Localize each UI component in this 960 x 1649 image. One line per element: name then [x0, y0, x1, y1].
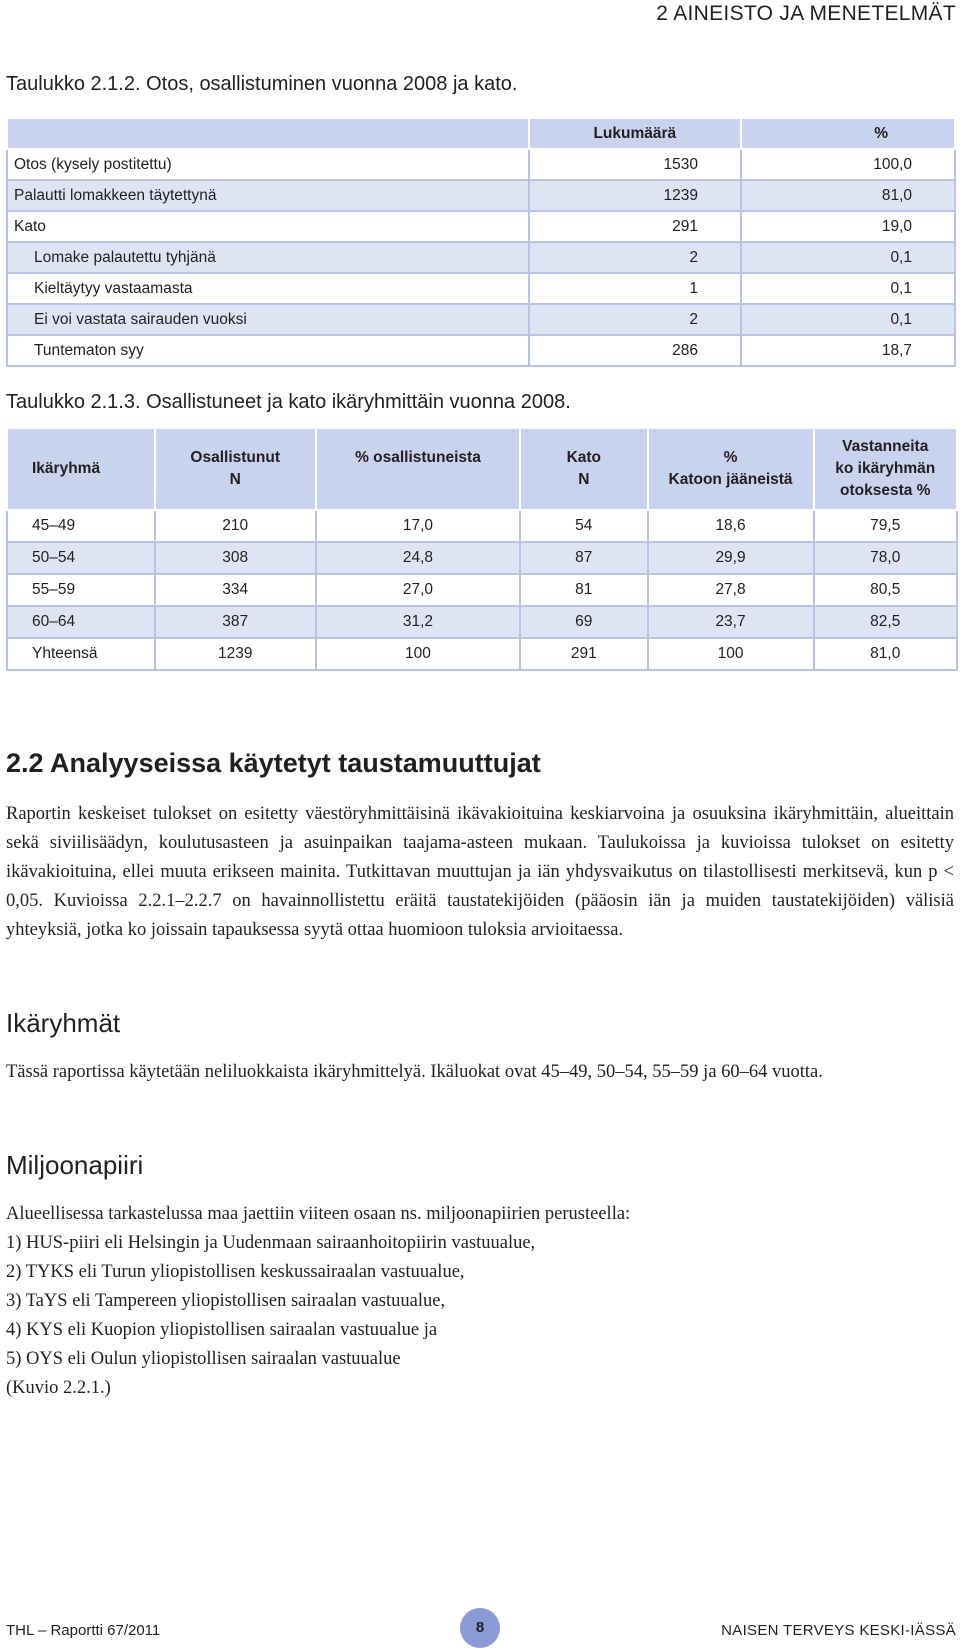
col-header-response: [814, 428, 958, 510]
chapter-header: 2 AINEISTO JA MENETELMÄT: [656, 2, 956, 25]
footer-publication: THL – Raportti 67/2011: [6, 1622, 161, 1639]
table-row: [7, 574, 957, 606]
col-header-participated: [155, 428, 316, 510]
cell-n: 334: [155, 574, 316, 606]
table-row: [7, 149, 955, 180]
row-pct: 18,7: [741, 335, 955, 366]
col-header-response-l3: otoksesta %: [840, 482, 931, 499]
list-item: 4) KYS eli Kuopion yliopistollisen sairaalan vastuualue ja: [6, 1320, 438, 1340]
list-item: 5) OYS eli Oulun yliopistollisen sairaalan vastuualue: [6, 1349, 401, 1369]
miljoonapiiri-intro: Alueellisessa tarkastelussa maa jaettiin viiteen osaan ns. miljoonapiirien perusteella:: [6, 1204, 631, 1224]
row-count: 286: [529, 335, 741, 366]
table-row: [7, 510, 957, 542]
table-row: [7, 242, 955, 273]
row-label: Kato: [7, 211, 529, 242]
cell-kato: 87: [520, 542, 648, 574]
cell-resp: 81,0: [814, 638, 958, 670]
table-row: [7, 542, 957, 574]
cell-kato: 54: [520, 510, 648, 542]
cell-age: 55–59: [7, 574, 155, 606]
col-header-dropout-pct-l1: %: [723, 449, 738, 466]
table-row: [7, 273, 955, 304]
cell-pct: 100: [316, 638, 520, 670]
row-count: 2: [529, 304, 741, 335]
col-header-dropout-l1: Kato: [566, 449, 602, 466]
age-group-table: [6, 427, 958, 671]
table-row: [7, 606, 957, 638]
list-item: 3) TaYS eli Tampereen yliopistollisen sairaalan vastuualue,: [6, 1291, 446, 1311]
row-pct: 100,0: [741, 149, 955, 180]
row-pct: 0,1: [741, 304, 955, 335]
cell-age: 50–54: [7, 542, 155, 574]
col-header-response-l1: Vastanneita: [842, 438, 929, 455]
row-count: 1239: [529, 180, 741, 211]
col-header-dropout: [520, 428, 648, 510]
col-header-participated-l1: Osallistunut: [190, 449, 280, 466]
table-row: [7, 304, 955, 335]
list-item: 1) HUS-piiri eli Helsingin ja Uudenmaan sairaanhoitopiirin vastuualue,: [6, 1233, 536, 1253]
cell-age: Yhteensä: [7, 638, 155, 670]
row-label: Kieltäytyy vastaamasta: [7, 273, 529, 304]
cell-n: 1239: [155, 638, 316, 670]
cell-katopct: 100: [648, 638, 814, 670]
table-row: [7, 211, 955, 242]
ikaryhmat-paragraph: Tässä raportissa käytetään neliluokkaista ikäryhmittelyä. Ikäluokat ovat 45–49, 50–54, 55–59 ja 60–64 vuotta.: [6, 1062, 823, 1082]
table1-header-label: [7, 118, 529, 149]
row-pct: 0,1: [741, 273, 955, 304]
cell-n: 387: [155, 606, 316, 638]
row-label: Lomake palautettu tyhjänä: [7, 242, 529, 273]
row-count: 1: [529, 273, 741, 304]
section-paragraph: Raportin keskeiset tulokset on esitetty väestöryhmittäisinä ikävakioituina keskiarvoina ja osuuksina ikäryhmittäin, alueittain sekä siviilisäädyn, koulutusasteen ja asuinpaikan taajama-asteen mukaan. Taulukoissa ja kuvioissa tulokset on esitetty ikävakioituina, ellei muuta erikseen mainita. Tutkittavan muuttujan ja iän yhdysvaikutus on tilastollisesti merkitsevä, kun p < 0,05. Kuvioissa 2.2.1–2.2.7 on havainnollistettu eräitä taustatekijöiden (pääosin iän ja muiden taustatekijöiden) välisiä yhteyksiä, jotka ko joissain tapauksessa syytä ottaa huomioon tuloksia arvioitaessa.: [6, 804, 954, 940]
col-header-dropout-l2: N: [578, 471, 590, 488]
col-header-dropout-pct-l2: Katoon jääneistä: [668, 471, 793, 488]
table2-caption: Taulukko 2.1.3. Osallistuneet ja kato ikäryhmittäin vuonna 2008.: [6, 391, 571, 413]
table1-caption: Taulukko 2.1.2. Otos, osallistuminen vuonna 2008 ja kato.: [6, 73, 518, 95]
row-label: Palautti lomakkeen täytettynä: [7, 180, 529, 211]
cell-age: 60–64: [7, 606, 155, 638]
figure-reference: (Kuvio 2.2.1.): [6, 1378, 111, 1398]
col-header-dropout-pct: [648, 428, 814, 510]
cell-katopct: 27,8: [648, 574, 814, 606]
cell-resp: 80,5: [814, 574, 958, 606]
page-number-badge: 8: [460, 1608, 500, 1648]
col-header-response-l2: ko ikäryhmän: [835, 460, 936, 477]
table1-header-count: Lukumäärä: [529, 118, 741, 149]
row-pct: 19,0: [741, 211, 955, 242]
table-row: [7, 180, 955, 211]
list-item: 2) TYKS eli Turun yliopistollisen keskussairaalan vastuualue,: [6, 1262, 465, 1282]
row-label: Ei voi vastata sairauden vuoksi: [7, 304, 529, 335]
col-header-participated-l2: N: [229, 471, 241, 488]
cell-katopct: 18,6: [648, 510, 814, 542]
table1-header-pct: %: [741, 118, 955, 149]
row-count: 1530: [529, 149, 741, 180]
cell-kato: 81: [520, 574, 648, 606]
table-row: [7, 638, 957, 670]
cell-kato: 69: [520, 606, 648, 638]
row-pct: 0,1: [741, 242, 955, 273]
sample-table: [6, 117, 956, 367]
col-header-age: Ikäryhmä: [7, 428, 155, 510]
row-label: Otos (kysely postitettu): [7, 149, 529, 180]
cell-pct: 17,0: [316, 510, 520, 542]
miljoonapiiri-block: [6, 1200, 954, 1403]
footer-title: NAISEN TERVEYS KESKI-IÄSSÄ: [721, 1622, 956, 1639]
row-count: 2: [529, 242, 741, 273]
section-title: 2.2 Analyyseissa käytetyt taustamuuttujat: [6, 748, 541, 778]
row-pct: 81,0: [741, 180, 955, 211]
subsection-title-ikaryhmat: Ikäryhmät: [6, 1008, 121, 1038]
table-row: [7, 335, 955, 366]
cell-resp: 78,0: [814, 542, 958, 574]
cell-age: 45–49: [7, 510, 155, 542]
col-header-pct-participants-l1: % osallistuneista: [355, 449, 481, 466]
cell-kato: 291: [520, 638, 648, 670]
cell-pct: 31,2: [316, 606, 520, 638]
cell-pct: 24,8: [316, 542, 520, 574]
cell-katopct: 23,7: [648, 606, 814, 638]
cell-n: 210: [155, 510, 316, 542]
cell-n: 308: [155, 542, 316, 574]
cell-resp: 79,5: [814, 510, 958, 542]
col-header-pct-participants: [316, 428, 520, 510]
cell-pct: 27,0: [316, 574, 520, 606]
row-label: Tuntematon syy: [7, 335, 529, 366]
cell-katopct: 29,9: [648, 542, 814, 574]
cell-resp: 82,5: [814, 606, 958, 638]
subsection-title-miljoonapiiri: Miljoonapiiri: [6, 1150, 144, 1180]
row-count: 291: [529, 211, 741, 242]
